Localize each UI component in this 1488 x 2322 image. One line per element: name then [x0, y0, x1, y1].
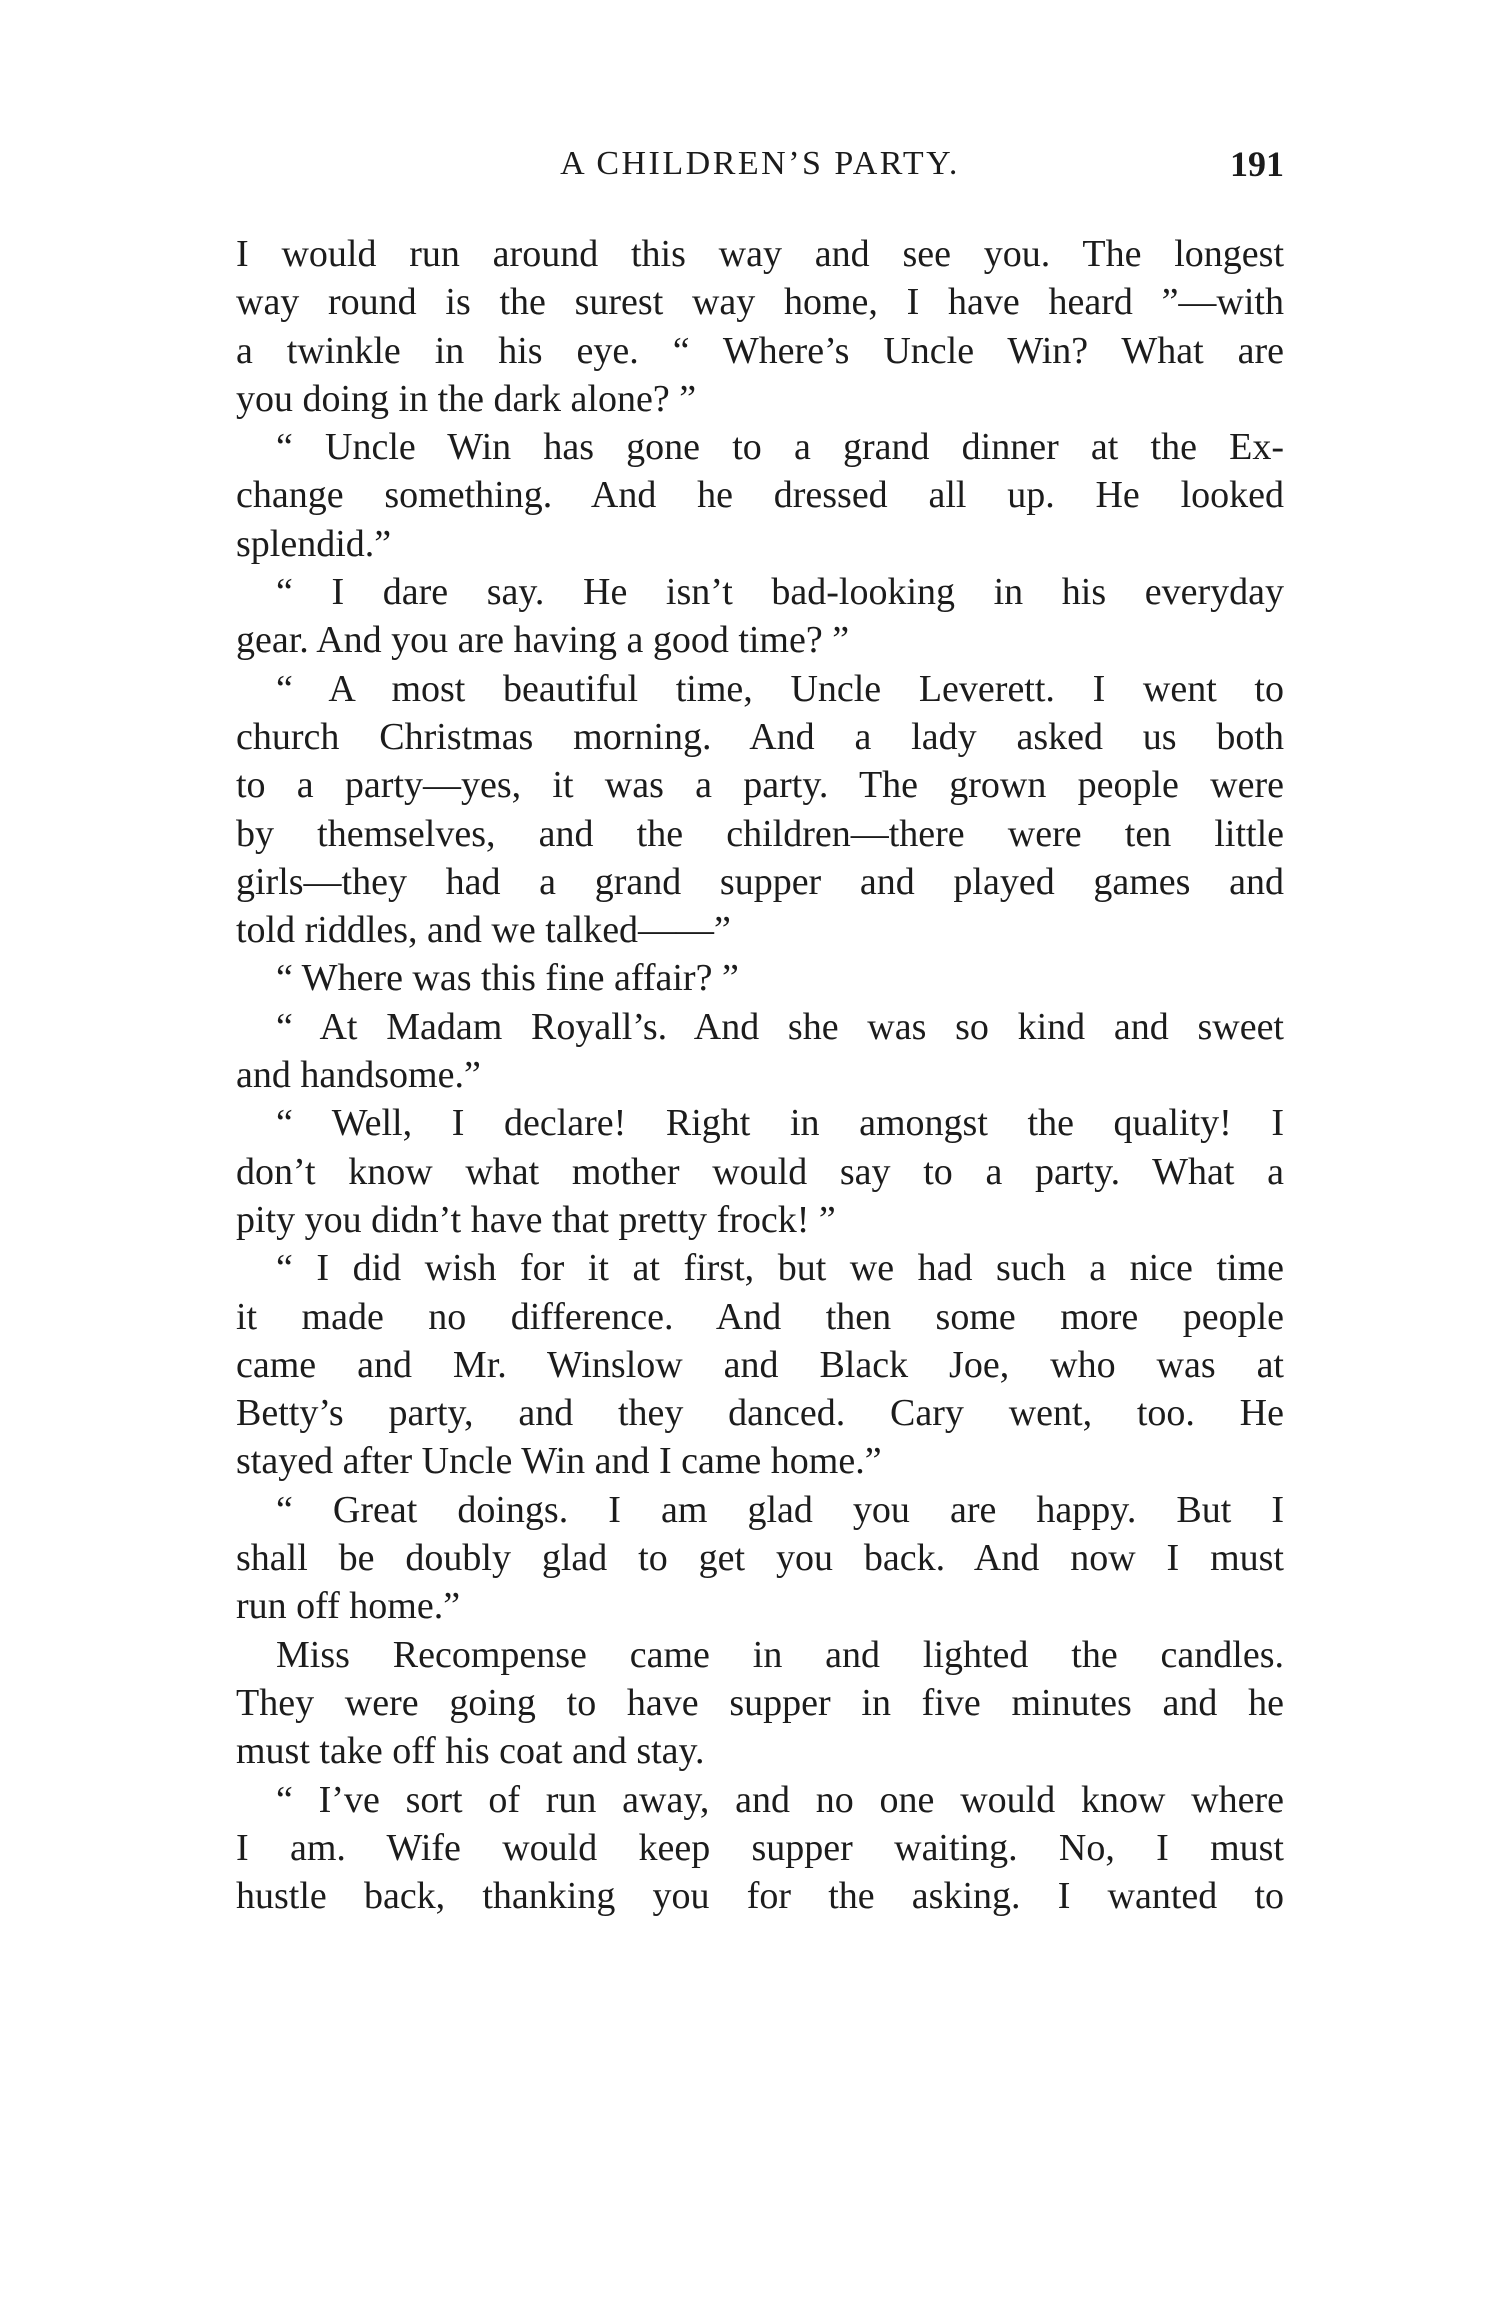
text-line: shall be doubly glad to get you back. And now I must — [236, 1537, 1284, 1580]
text-line: I am. Wife would keep supper waiting. No, I must — [236, 1826, 1284, 1869]
text-line: church Christmas morning. And a lady asked us both — [236, 715, 1284, 758]
text-line: “ Uncle Win has gone to a grand dinner at the Ex- — [276, 426, 1284, 469]
page-number: 191 — [1230, 144, 1284, 184]
text-line: “ I did wish for it at first, but we had such a nice time — [276, 1247, 1284, 1290]
text-line: They were going to have supper in five minutes and he — [236, 1681, 1284, 1724]
text-line: Miss Recompense came in and lighted the candles. — [276, 1633, 1284, 1676]
text-line: to a party—yes, it was a party. The grown people were — [236, 764, 1284, 807]
text-line: “ A most beautiful time, Uncle Leverett. I went to — [276, 667, 1284, 710]
running-head — [236, 140, 1284, 188]
text-line: came and Mr. Winslow and Black Joe, who was at — [236, 1343, 1284, 1386]
text-line: gear. And you are having a good time? ” — [236, 619, 850, 662]
text-line: a twinkle in his eye. “ Where’s Uncle Win? What are — [236, 329, 1284, 372]
text-line: Betty’s party, and they danced. Cary went, too. He — [236, 1392, 1284, 1435]
text-line: girls—they had a grand supper and played games and — [236, 860, 1284, 903]
text-line: “ Where was this fine affair? ” — [276, 957, 739, 1000]
text-line: “ I’ve sort of run away, and no one would know where — [276, 1778, 1284, 1821]
text-line: by themselves, and the children—there were ten little — [236, 812, 1284, 855]
body-text — [236, 230, 1284, 1920]
text-line: splendid.” — [236, 522, 392, 565]
text-line: “ Great doings. I am glad you are happy. But I — [276, 1488, 1284, 1531]
text-line: I would run around this way and see you. The longest — [236, 233, 1284, 275]
text-line: way round is the surest way home, I have heard ”—with — [236, 281, 1284, 324]
text-line: must take off his coat and stay. — [236, 1730, 705, 1773]
text-line: run off home.” — [236, 1585, 461, 1628]
text-line: hustle back, thanking you for the asking. I wanted to — [236, 1875, 1284, 1918]
text-line: it made no difference. And then some more people — [236, 1295, 1284, 1338]
text-line: “ Well, I declare! Right in amongst the quality! I — [276, 1102, 1284, 1145]
text-line: “ At Madam Royall’s. And she was so kind and sweet — [276, 1005, 1284, 1048]
text-line: pity you didn’t have that pretty frock! ” — [236, 1198, 836, 1241]
text-line: and handsome.” — [236, 1054, 481, 1097]
text-line: stayed after Uncle Win and I came home.” — [236, 1440, 882, 1483]
text-line: change something. And he dressed all up. He looked — [236, 474, 1284, 517]
text-line: told riddles, and we talked——” — [236, 909, 731, 952]
text-line: don’t know what mother would say to a party. What a — [236, 1150, 1284, 1193]
text-line: you doing in the dark alone? ” — [236, 377, 697, 420]
text-line: “ I dare say. He isn’t bad-looking in his everyday — [276, 571, 1284, 614]
running-title: A CHILDREN’S PARTY. — [560, 145, 960, 182]
